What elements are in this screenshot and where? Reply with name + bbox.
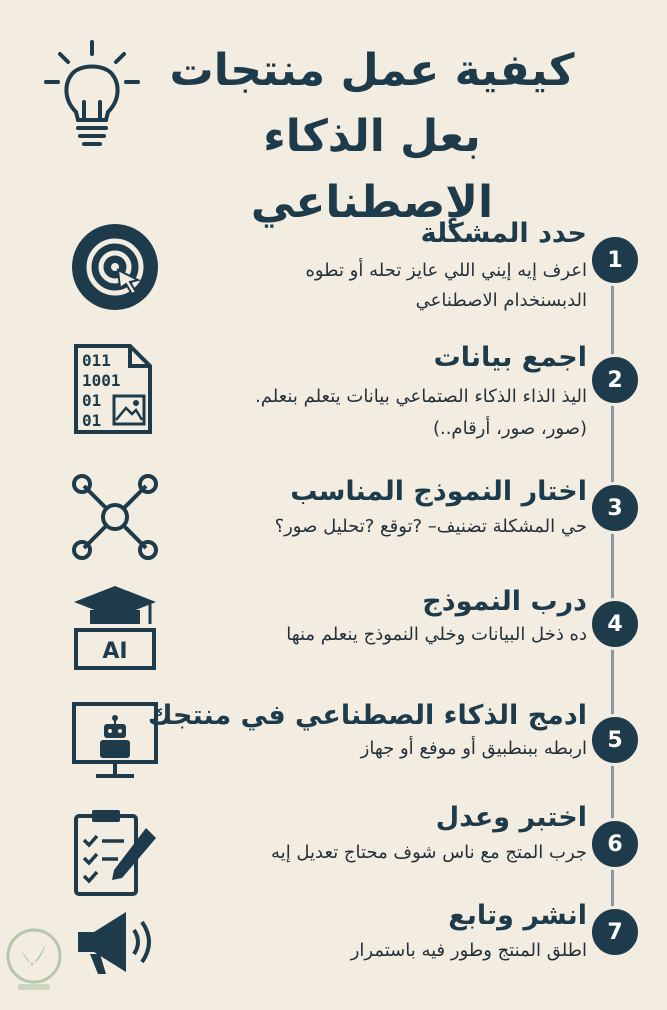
header [0, 0, 667, 228]
step-3 [0, 472, 667, 582]
step-desc-line-1: ده ذخل البيانات وخلي النموذج ينعلم منها [286, 624, 587, 645]
step-4 [0, 582, 667, 692]
svg-text:AI: AI [102, 639, 128, 664]
step-desc-line-1: اليذ الذاء الذكاء الصتماعي بيانات يتعلم بنعلم. [255, 386, 587, 407]
step-desc-line-2: (صور، صور، أرقام..) [432, 418, 587, 439]
step-title: ادمج الذكاء الصطناعي في منتجك [147, 700, 587, 731]
page-title [137, 38, 607, 236]
step-desc-line-1: حي المشكلة تضنيف– ?توقع ?تحليل صور؟ [274, 516, 587, 537]
svg-text:01: 01 [82, 411, 102, 430]
step-desc-line-2: الدبسنخدام الاصطناعي [415, 290, 587, 311]
step-desc-line-1: اطلق المنتج وطور فيه باستمرار [350, 940, 587, 961]
step-number: 4 [589, 598, 641, 650]
step-desc-line-1: اعرف إيه إيني اللي عايز تحله أو تطوه [305, 260, 587, 281]
lightbulb-icon [42, 40, 142, 150]
step-7 [0, 900, 667, 1010]
svg-text:01: 01 [82, 391, 102, 410]
step-title: اختار النموذج المناسب [290, 476, 587, 507]
step-number: 6 [589, 818, 641, 870]
step-number: 5 [589, 714, 641, 766]
step-desc-line-1: جرب المتج مع ناس شوف محتاج تعديل إيه [271, 842, 587, 863]
step-title: اجمع بيانات [433, 342, 587, 373]
step-number: 2 [589, 354, 641, 406]
svg-text:1001: 1001 [82, 371, 121, 390]
step-1 [0, 218, 667, 332]
step-number: 1 [589, 234, 641, 286]
step-title: درب النموذج [422, 586, 587, 617]
step-number: 3 [589, 482, 641, 534]
step-number: 7 [589, 906, 641, 958]
step-desc-line-1: اربطه ببنطبيق أو موفع أو جهاز [360, 738, 587, 759]
step-title: انشر وتابع [448, 900, 587, 931]
title-line-1: كيفية عمل منتجات [169, 45, 575, 96]
step-title: اختبر وعدل [435, 802, 587, 833]
svg-text:011: 011 [82, 351, 111, 370]
watermark-logo [4, 928, 64, 994]
step-5 [0, 700, 667, 810]
step-title: حدد المشكلة [420, 218, 587, 249]
step-2 [0, 344, 667, 454]
title-line-2: بعل الذكاء الإصطناعي [250, 111, 494, 228]
